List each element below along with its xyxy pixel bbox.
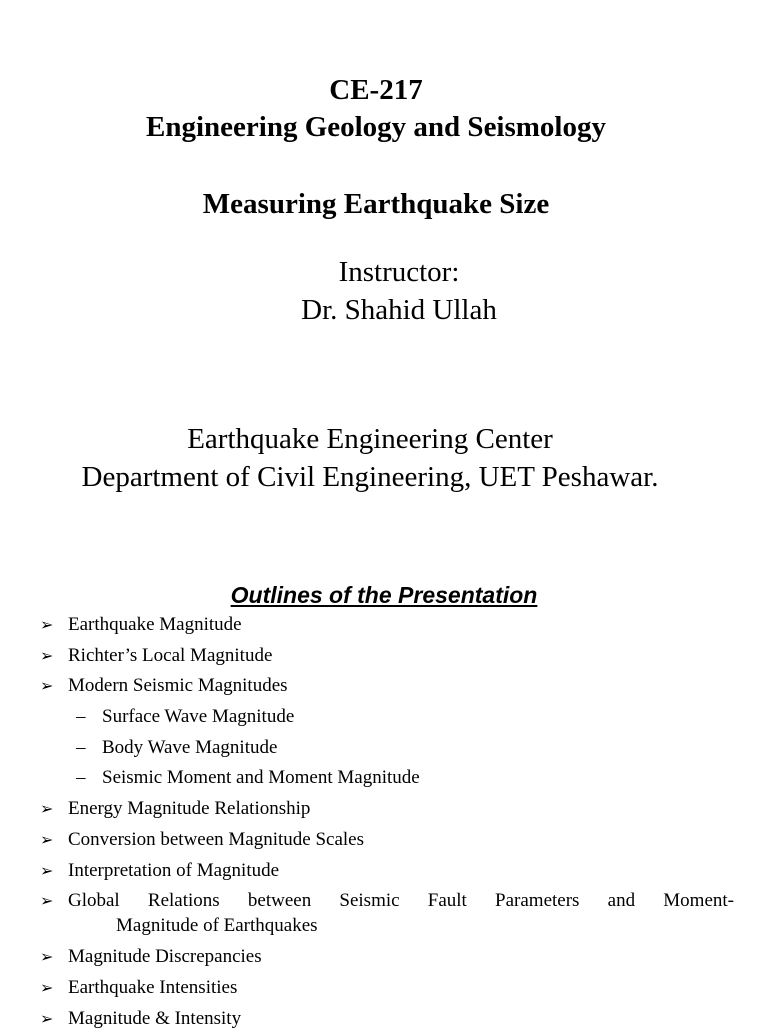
arrow-bullet-icon: ➢ (40, 860, 54, 880)
dash-bullet-icon: – (76, 736, 86, 758)
instructor-name: Dr. Shahid Ullah (301, 294, 497, 326)
outline-item (40, 673, 734, 698)
arrow-bullet-icon: ➢ (40, 615, 54, 634)
outline-item-label-continued: Magnitude of Earthquakes (116, 915, 318, 937)
outline-heading: Outlines of the Presentation (230, 582, 538, 608)
outline-item-label: Earthquake Intensities (68, 976, 238, 998)
outline-item-label: Interpretation of Magnitude (68, 859, 280, 881)
arrow-bullet-icon: ➢ (40, 891, 54, 911)
outline-item-label: Magnitude Discrepancies (68, 946, 262, 968)
outline-item-label: Energy Magnitude Relationship (68, 798, 311, 820)
outline-item-label: Modern Seismic Magnitudes (68, 675, 288, 697)
arrow-bullet-icon: ➢ (40, 1008, 54, 1028)
outline-subitem-label: Body Wave Magnitude (102, 736, 278, 758)
dash-bullet-icon: – (76, 767, 86, 789)
outline-list (40, 612, 734, 1036)
department-name: Department of Civil Engineering, UET Peshawar. (81, 461, 659, 493)
course-name: Engineering Geology and Seismology (145, 111, 606, 143)
arrow-bullet-icon: ➢ (40, 676, 54, 696)
arrow-bullet-icon: ➢ (40, 645, 54, 665)
course-code: CE-217 (329, 74, 423, 106)
outline-item (40, 944, 734, 969)
outline-subitem (40, 704, 734, 729)
arrow-bullet-icon: ➢ (40, 799, 54, 819)
arrow-bullet-icon: ➢ (40, 947, 54, 967)
outline-item (40, 858, 734, 883)
dash-bullet-icon: – (76, 706, 86, 728)
arrow-bullet-icon: ➢ (40, 829, 54, 849)
outline-item (40, 888, 734, 938)
outline-item (40, 975, 734, 1000)
outline-item (40, 612, 734, 637)
outline-subitem (40, 765, 734, 790)
outline-item-label: Earthquake Magnitude (68, 614, 242, 635)
outline-item-label: Conversion between Magnitude Scales (68, 828, 365, 850)
outline-subitem-label: Seismic Moment and Moment Magnitude (102, 767, 420, 789)
outline-item-label: Magnitude & Intensity (68, 1007, 242, 1029)
outline-subitem (40, 735, 734, 760)
arrow-bullet-icon: ➢ (40, 977, 54, 997)
outline-item (40, 827, 734, 852)
center-name: Earthquake Engineering Center (187, 423, 553, 455)
instructor-label: Instructor: (338, 256, 460, 288)
outline-item-label: Richter’s Local Magnitude (68, 644, 273, 666)
outline-subitem-label: Surface Wave Magnitude (102, 706, 295, 728)
outline-item-label: Global Relations between Seismic Fault Parameters and Moment- (68, 890, 734, 912)
outline-item (40, 796, 734, 821)
outline-item (40, 1006, 734, 1031)
lecture-title: Measuring Earthquake Size (202, 188, 550, 220)
outline-item (40, 643, 734, 668)
